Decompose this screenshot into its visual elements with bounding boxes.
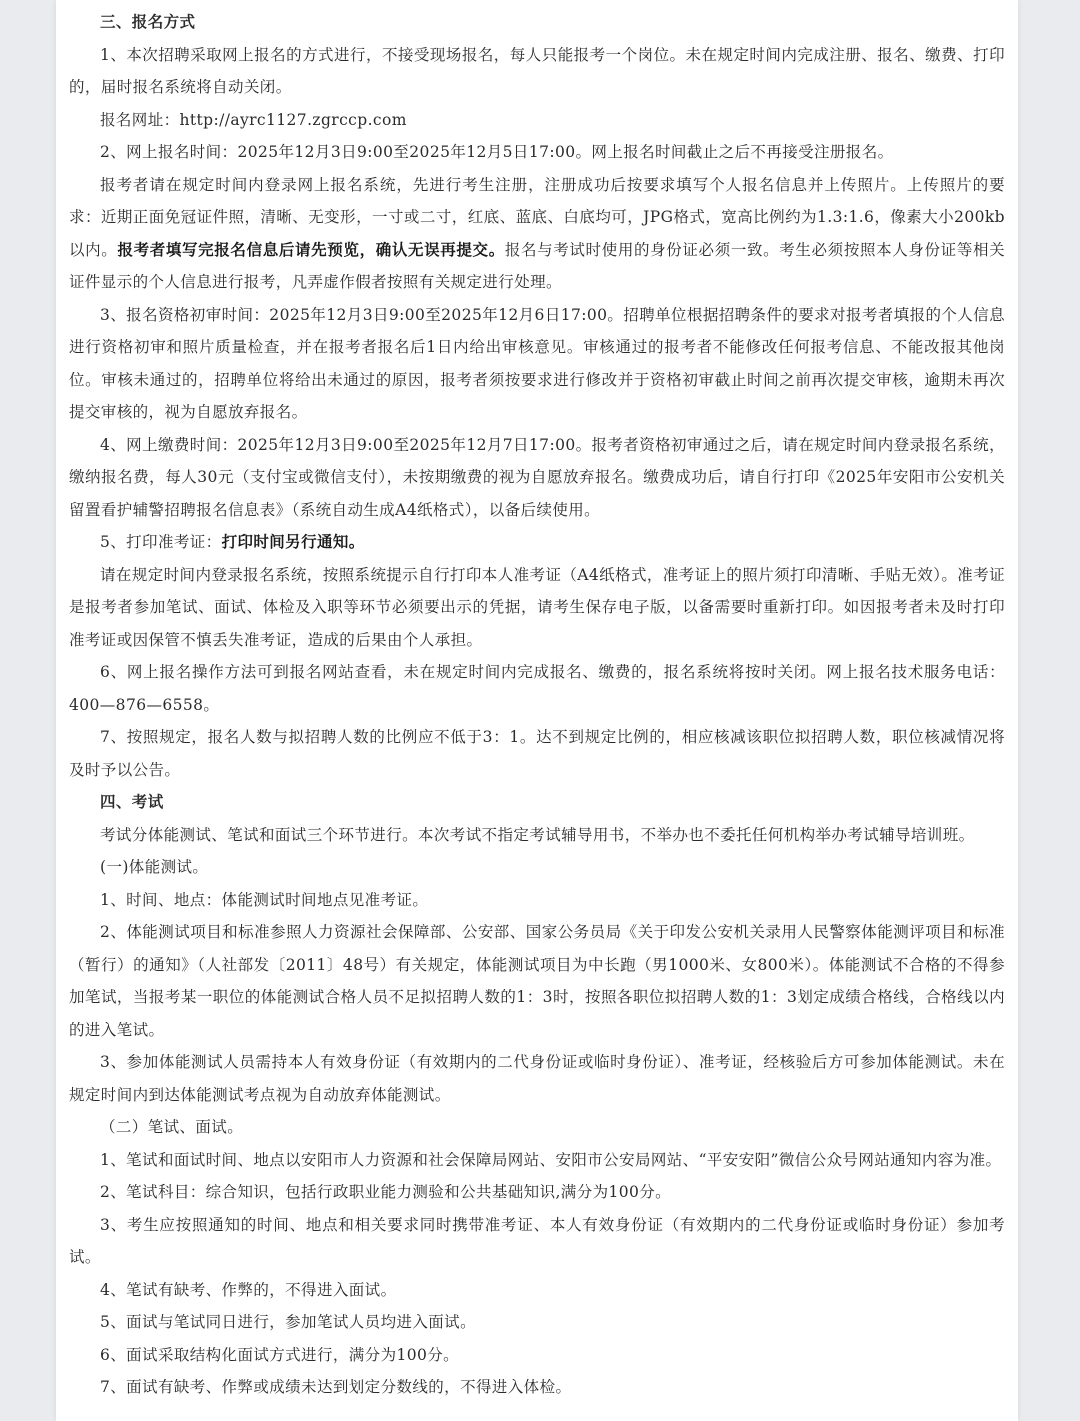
- section-heading-registration: 三、报名方式: [100, 12, 196, 31]
- paragraph: 1、时间、地点：体能测试时间地点见准考证。: [100, 890, 429, 909]
- subsection-heading: （二）笔试、面试。: [100, 1118, 244, 1136]
- paragraph: 2、笔试科目：综合知识，包括行政职业能力测验和公共基础知识,满分为100分。: [100, 1183, 672, 1201]
- paragraph-text: 5、打印准考证：: [100, 533, 222, 551]
- paragraph: 3、考生应按照通知的时间、地点和相关要求同时携带准考证、本人有效身份证（有效期内的二代身份证或临时身份证）参加考试。: [69, 1215, 1005, 1266]
- paragraph-text: 报考者请在规定时间内登录网上报名系统，先进行考生注册，注册成功后按要求填写个人报名信息并上传照片。上传照片的要求：近期正面免冠证件照，清晰、无变形，一寸或二寸，红底、蓝底、白底均可，JPG格式，宽高比例约为1.3:1.6，像素大小200kb以内。: [69, 175, 1005, 259]
- paragraph: 5、面试与笔试同日进行，参加笔试人员均进入面试。: [100, 1313, 476, 1331]
- paragraph: 6、网上报名操作方法可到报名网站查看，未在规定时间内完成报名、缴费的，报名系统将按时关闭。网上报名技术服务电话：400—876—6558。: [69, 663, 1005, 714]
- paragraph: 7、按照规定，报名人数与拟招聘人数的比例应不低于3：1。达不到规定比例的，相应核减该职位拟招聘人数，职位核减情况将及时予以公告。: [69, 728, 1005, 779]
- document-body: [69, 6, 1005, 1404]
- section-heading-exam: 四、考试: [100, 792, 164, 811]
- document-page: [56, 0, 1018, 1421]
- paragraph: 1、本次招聘采取网上报名的方式进行，不接受现场报名，每人只能报考一个岗位。未在规定时间内完成注册、报名、缴费、打印的，届时报名系统将自动关闭。: [69, 45, 1005, 96]
- paragraph: 考试分体能测试、笔试和面试三个环节进行。本次考试不指定考试辅导用书，不举办也不委托任何机构举办考试辅导培训班。: [100, 825, 975, 844]
- paragraph: 2、网上报名时间：2025年12月3日9:00至2025年12月5日17:00。网上报名时间截止之后不再接受注册报名。: [100, 143, 894, 161]
- paragraph: 7、面试有缺考、作弊或成绩未达到划定分数线的，不得进入体检。: [100, 1378, 572, 1396]
- paragraph: [69, 526, 1005, 559]
- paragraph: [69, 169, 1005, 299]
- paragraph: 6、面试采取结构化面试方式进行，满分为100分。: [100, 1345, 460, 1364]
- bold-notice: 报考者填写完报名信息后请先预览，确认无误再提交。: [117, 239, 505, 259]
- subsection-heading: (一)体能测试。: [100, 858, 209, 876]
- paragraph-text: 报名与考试时使用的身份证必须一致。考生必须按照本人身份证等相关证件显示的个人信息进行报考，凡弄虚作假者按照有关规定进行处理。: [69, 240, 1005, 291]
- paragraph: 3、参加体能测试人员需持本人有效身份证（有效期内的二代身份证或临时身份证）、准考证，经核验后方可参加体能测试。未在规定时间内到达体能测试考点视为自动放弃体能测试。: [69, 1053, 1005, 1104]
- paragraph: 请在规定时间内登录报名系统，按照系统提示自行打印本人准考证（A4纸格式，准考证上的照片须打印清晰、手贴无效）。准考证是报考者参加笔试、面试、体检及入职等环节必须要出示的凭据，请考生保存电子版，以备需要时重新打印。如因报考者未及时打印准考证或因保管不慎丢失准考证，造成的后果由个人承担。: [69, 565, 1005, 649]
- paragraph: 4、笔试有缺考、作弊的，不得进入面试。: [100, 1280, 397, 1299]
- paragraph: 4、网上缴费时间：2025年12月3日9:00至2025年12月7日17:00。报考者资格初审通过之后，请在规定时间内登录报名系统，缴纳报名费，每人30元（支付宝或微信支付），未按期缴费的视为自愿放弃报名。缴费成功后，请自行打印《2025年安阳市公安机关留置看护辅警招聘报名信息表》（系统自动生成A4纸格式），以备后续使用。: [69, 435, 1005, 519]
- paragraph: 2、体能测试项目和标准参照人力资源社会保障部、公安部、国家公务员局《关于印发公安机关录用人民警察体能测评项目和标准（暂行）的通知》（人社部发〔2011〕48号）有关规定，体能测试项目为中长跑（男1000米、女800米）。体能测试不合格的不得参加笔试，当报考某一职位的体能测试合格人员不足拟招聘人数的1：3时，按照各职位拟招聘人数的1：3划定成绩合格线，合格线以内的进入笔试。: [69, 923, 1005, 1039]
- paragraph: 3、报名资格初审时间：2025年12月3日9:00至2025年12月6日17:00。招聘单位根据招聘条件的要求对报考者填报的个人信息进行资格初审和照片质量检查，并在报考者报名后1日内给出审核意见。审核通过的报考者不能修改任何报考信息、不能改报其他岗位。审核未通过的，招聘单位将给出未通过的原因，报考者须按要求进行修改并于资格初审截止时间之前再次提交审核，逾期未再次提交审核的，视为自愿放弃报名。: [69, 305, 1005, 421]
- registration-url: 报名网址：http://ayrc1127.zgrccp.com: [100, 110, 407, 129]
- paragraph: 1、笔试和面试时间、地点以安阳市人力资源和社会保障局网站、安阳市公安局网站、“平安安阳”微信公众号网站通知内容为准。: [100, 1150, 1002, 1169]
- bold-notice: 打印时间另行通知。: [221, 532, 365, 551]
